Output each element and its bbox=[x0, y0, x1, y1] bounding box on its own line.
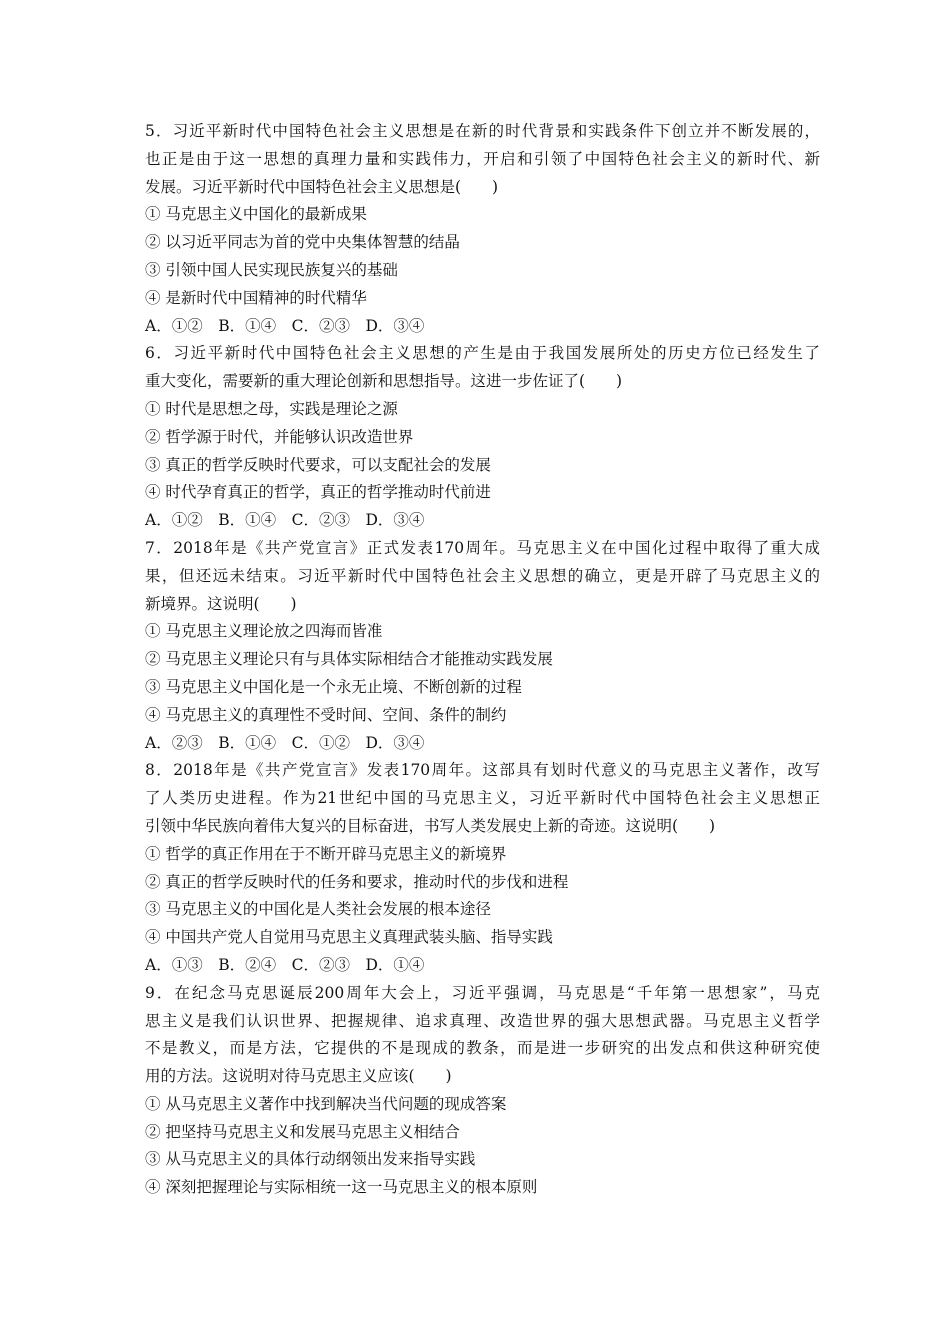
question-stem-line: 7．2018年是《共产党宣言》正式发表170周年。马克思主义在中国化过程中取得了重大成 bbox=[145, 538, 820, 557]
statement-item: ① 马克思主义理论放之四海而皆准 bbox=[145, 622, 383, 641]
question-stem-line: 也正是由于这一思想的真理力量和实践伟力，开启和引领了中国特色社会主义的新时代、新 bbox=[145, 149, 820, 168]
question-stem-line: 果，但还远未结束。习近平新时代中国特色社会主义思想的确立，更是开辟了马克思主义的 bbox=[145, 566, 820, 585]
answer-options: A．①② B．①④ C．②③ D．③④ bbox=[145, 511, 425, 530]
statement-item: ④ 时代孕育真正的哲学，真正的哲学推动时代前进 bbox=[145, 483, 491, 502]
answer-options: A．①③ B．②④ C．②③ D．①④ bbox=[145, 955, 425, 974]
statement-item: ② 以习近平同志为首的党中央集体智慧的结晶 bbox=[145, 233, 460, 252]
question-stem-line: 5．习近平新时代中国特色社会主义思想是在新的时代背景和实践条件下创立并不断发展的， bbox=[145, 122, 820, 140]
question-stem-line: 8．2018年是《共产党宣言》发表170周年。这部具有划时代意义的马克思主义著作，改写 bbox=[145, 761, 820, 780]
statement-item: ④ 中国共产党人自觉用马克思主义真理武装头脑、指导实践 bbox=[145, 928, 553, 947]
statement-item: ④ 马克思主义的真理性不受时间、空间、条件的制约 bbox=[145, 705, 507, 724]
statement-item: ① 马克思主义中国化的最新成果 bbox=[145, 205, 367, 224]
statement-item: ③ 从马克思主义的具体行动纲领出发来指导实践 bbox=[145, 1150, 476, 1169]
question-8 bbox=[145, 757, 820, 979]
statement-item: ④ 深刻把握理论与实际相统一这一马克思主义的根本原则 bbox=[145, 1178, 538, 1197]
question-stem-line: 发展。习近平新时代中国特色社会主义思想是( ) bbox=[145, 177, 499, 196]
statement-item: ② 把坚持马克思主义和发展马克思主义相结合 bbox=[145, 1122, 460, 1141]
statement-item: ③ 真正的哲学反映时代要求，可以支配社会的发展 bbox=[145, 455, 491, 474]
statement-item: ② 真正的哲学反映时代的任务和要求，推动时代的步伐和进程 bbox=[145, 872, 569, 891]
statement-item: ③ 马克思主义的中国化是人类社会发展的根本途径 bbox=[145, 900, 491, 919]
question-6 bbox=[145, 340, 820, 535]
answer-options: A．②③ B．①④ C．①② D．③④ bbox=[145, 733, 425, 752]
question-stem-line: 了人类历史进程。作为21世纪中国的马克思主义，习近平新时代中国特色社会主义思想正 bbox=[145, 789, 820, 808]
question-stem-line: 引领中华民族向着伟大复兴的目标奋进，书写人类发展史上新的奇迹。这说明( ) bbox=[145, 816, 716, 835]
question-7 bbox=[145, 535, 820, 757]
statement-item: ② 哲学源于时代，并能够认识改造世界 bbox=[145, 427, 414, 446]
question-5 bbox=[145, 118, 820, 340]
statement-item: ① 时代是思想之母，实践是理论之源 bbox=[145, 399, 398, 418]
question-stem-line: 用的方法。这说明对待马克思主义应该( ) bbox=[145, 1067, 452, 1086]
question-stem-line: 思主义是我们认识世界、把握规律、追求真理、改造世界的强大思想武器。马克思主义哲学 bbox=[145, 1011, 820, 1030]
statement-item: ② 马克思主义理论只有与具体实际相结合才能推动实践发展 bbox=[145, 650, 553, 669]
question-stem-line: 6．习近平新时代中国特色社会主义思想的产生是由于我国发展所处的历史方位已经发生了 bbox=[145, 344, 820, 363]
question-stem-line: 9．在纪念马克思诞辰200周年大会上，习近平强调，马克思是“千年第一思想家”，马克 bbox=[145, 983, 820, 1002]
question-stem-line: 新境界。这说明( ) bbox=[145, 594, 297, 613]
statement-item: ① 哲学的真正作用在于不断开辟马克思主义的新境界 bbox=[145, 844, 507, 863]
question-stem-line: 重大变化，需要新的重大理论创新和思想指导。这进一步佐证了( ) bbox=[145, 372, 623, 391]
document-page bbox=[145, 118, 820, 1202]
statement-item: ③ 马克思主义中国化是一个永无止境、不断创新的过程 bbox=[145, 677, 522, 696]
question-stem-line: 不是教义，而是方法，它提供的不是现成的教条，而是进一步研究的出发点和供这种研究使 bbox=[145, 1039, 820, 1058]
question-9 bbox=[145, 980, 820, 1202]
statement-item: ① 从马克思主义著作中找到解决当代问题的现成答案 bbox=[145, 1094, 507, 1113]
answer-options: A．①② B．①④ C．②③ D．③④ bbox=[145, 316, 425, 335]
statement-item: ③ 引领中国人民实现民族复兴的基础 bbox=[145, 260, 398, 279]
statement-item: ④ 是新时代中国精神的时代精华 bbox=[145, 288, 367, 307]
